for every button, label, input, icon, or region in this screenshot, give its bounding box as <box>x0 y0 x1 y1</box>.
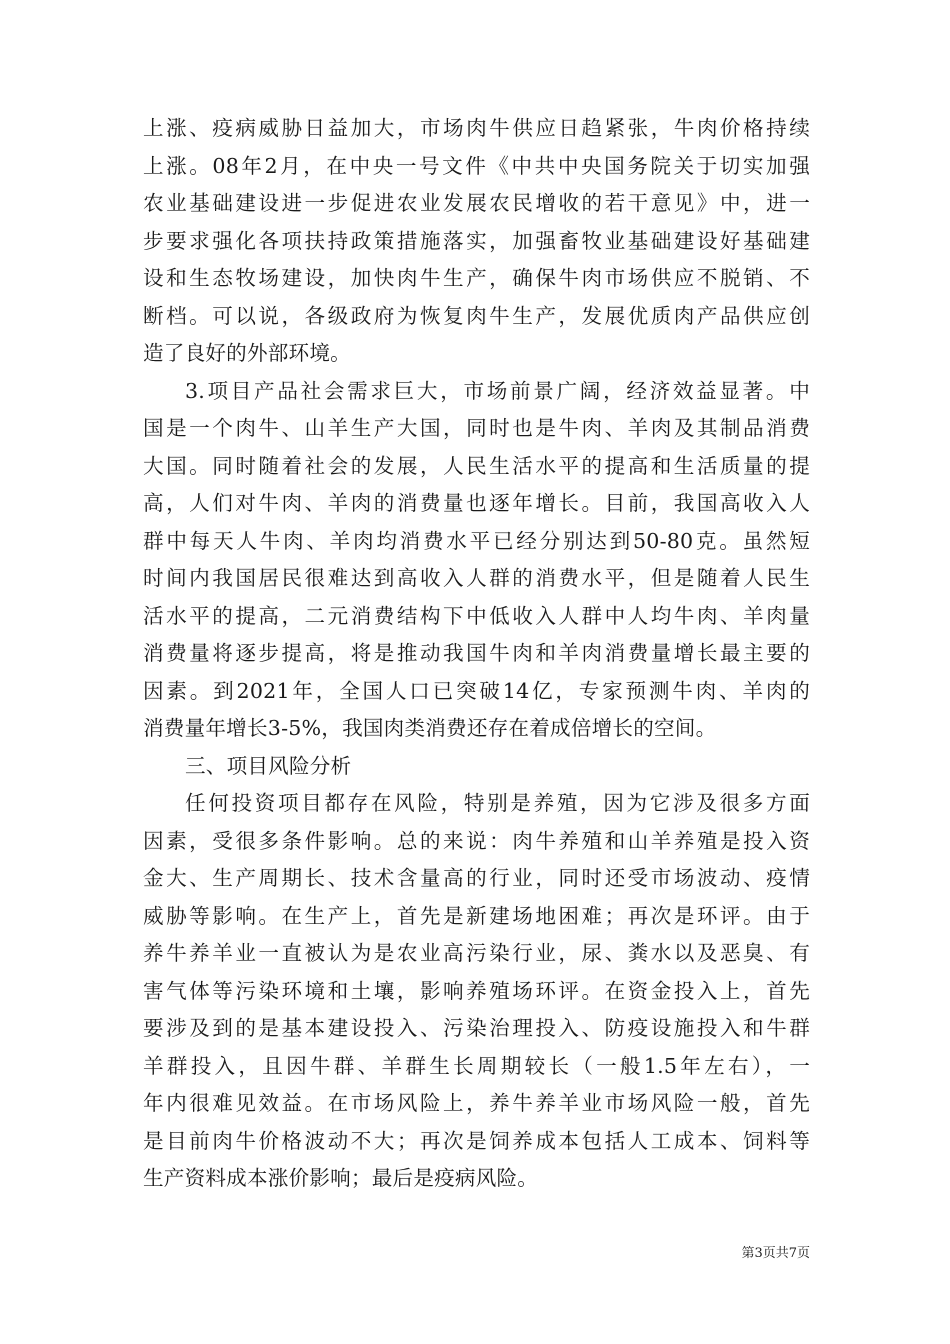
paragraph-demand <box>143 373 810 748</box>
text-line: 金大、生产周期长、技术含量高的行业，同时还受市场波动、疫情 <box>143 866 810 890</box>
paragraph-risk-analysis <box>143 785 810 1198</box>
text-line: 设和生态牧场建设，加快肉牛生产，确保牛肉市场供应不脱销、不 <box>143 266 810 290</box>
document-body <box>143 110 810 1198</box>
text-line: 活水平的提高，二元消费结构下中低收入人群中人均牛肉、羊肉量 <box>143 603 810 628</box>
text-line: 步要求强化各项扶持政策措施落实，加强畜牧业基础建设好基础建 <box>143 228 810 253</box>
text-line: 要涉及到的是基本建设投入、污染治理投入、防疫设施投入和牛群 <box>143 1016 810 1040</box>
text-line: 因素，受很多条件影响。总的来说：肉牛养殖和山羊养殖是投入资 <box>143 828 810 853</box>
text-line: 高，人们对牛肉、羊肉的消费量也逐年增长。目前，我国高收入人 <box>143 491 810 515</box>
text-line: 大国。同时随着社会的发展，人民生活水平的提高和生活质量的提 <box>143 453 810 478</box>
text-line: 农业基础建设进一步促进农业发展农民增收的若干意见》中，进一 <box>143 191 810 215</box>
text-line: 因素。到2021年，全国人口已突破14亿，专家预测牛肉、羊肉的 <box>143 678 810 703</box>
paragraph-market-supply <box>143 110 810 373</box>
text-line: 任何投资项目都存在风险，特别是养殖，因为它涉及很多方面 <box>185 791 810 815</box>
section-heading: 三、项目风险分析 <box>185 753 352 778</box>
text-line: 消费量年增长3-5%，我国肉类消费还存在着成倍增长的空间。 <box>143 716 717 740</box>
text-line: 时间内我国居民很难达到高收入人群的消费水平，但是随着人民生 <box>143 566 810 590</box>
text-line: 造了良好的外部环境。 <box>143 341 351 365</box>
text-line: 群中每天人牛肉、羊肉均消费水平已经分别达到50-80克。虽然短 <box>143 528 810 553</box>
text-line: 消费量将逐步提高，将是推动我国牛肉和羊肉消费量增长最主要的 <box>143 641 810 665</box>
text-line: 羊群投入，且因牛群、羊群生长周期较长（一般1.5年左右），一 <box>143 1053 810 1078</box>
text-line: 上涨、疫病威胁日益加大，市场肉牛供应日趋紧张，牛肉价格持续 <box>143 116 810 140</box>
text-line: 3.项目产品社会需求巨大，市场前景广阔，经济效益显著。中 <box>185 378 810 403</box>
text-line: 养牛养羊业一直被认为是农业高污染行业，尿、粪水以及恶臭、有 <box>143 941 810 965</box>
text-line: 年内很难见效益。在市场风险上，养牛养羊业市场风险一般，首先 <box>143 1091 810 1115</box>
page-number: 第3页共7页 <box>741 1246 810 1261</box>
text-line: 上涨。08年2月，在中央一号文件《中共中央国务院关于切实加强 <box>143 153 810 178</box>
text-line: 威胁等影响。在生产上，首先是新建场地困难；再次是环评。由于 <box>143 903 810 928</box>
text-line: 害气体等污染环境和土壤，影响养殖场环评。在资金投入上，首先 <box>143 978 810 1003</box>
text-line: 国是一个肉牛、山羊生产大国，同时也是牛肉、羊肉及其制品消费 <box>143 416 810 440</box>
text-line: 是目前肉牛价格波动不大；再次是饲养成本包括人工成本、饲料等 <box>143 1128 810 1153</box>
text-line: 断档。可以说，各级政府为恢复肉牛生产，发展优质肉产品供应创 <box>143 303 810 328</box>
text-line: 生产资料成本涨价影响；最后是疫病风险。 <box>143 1166 539 1190</box>
